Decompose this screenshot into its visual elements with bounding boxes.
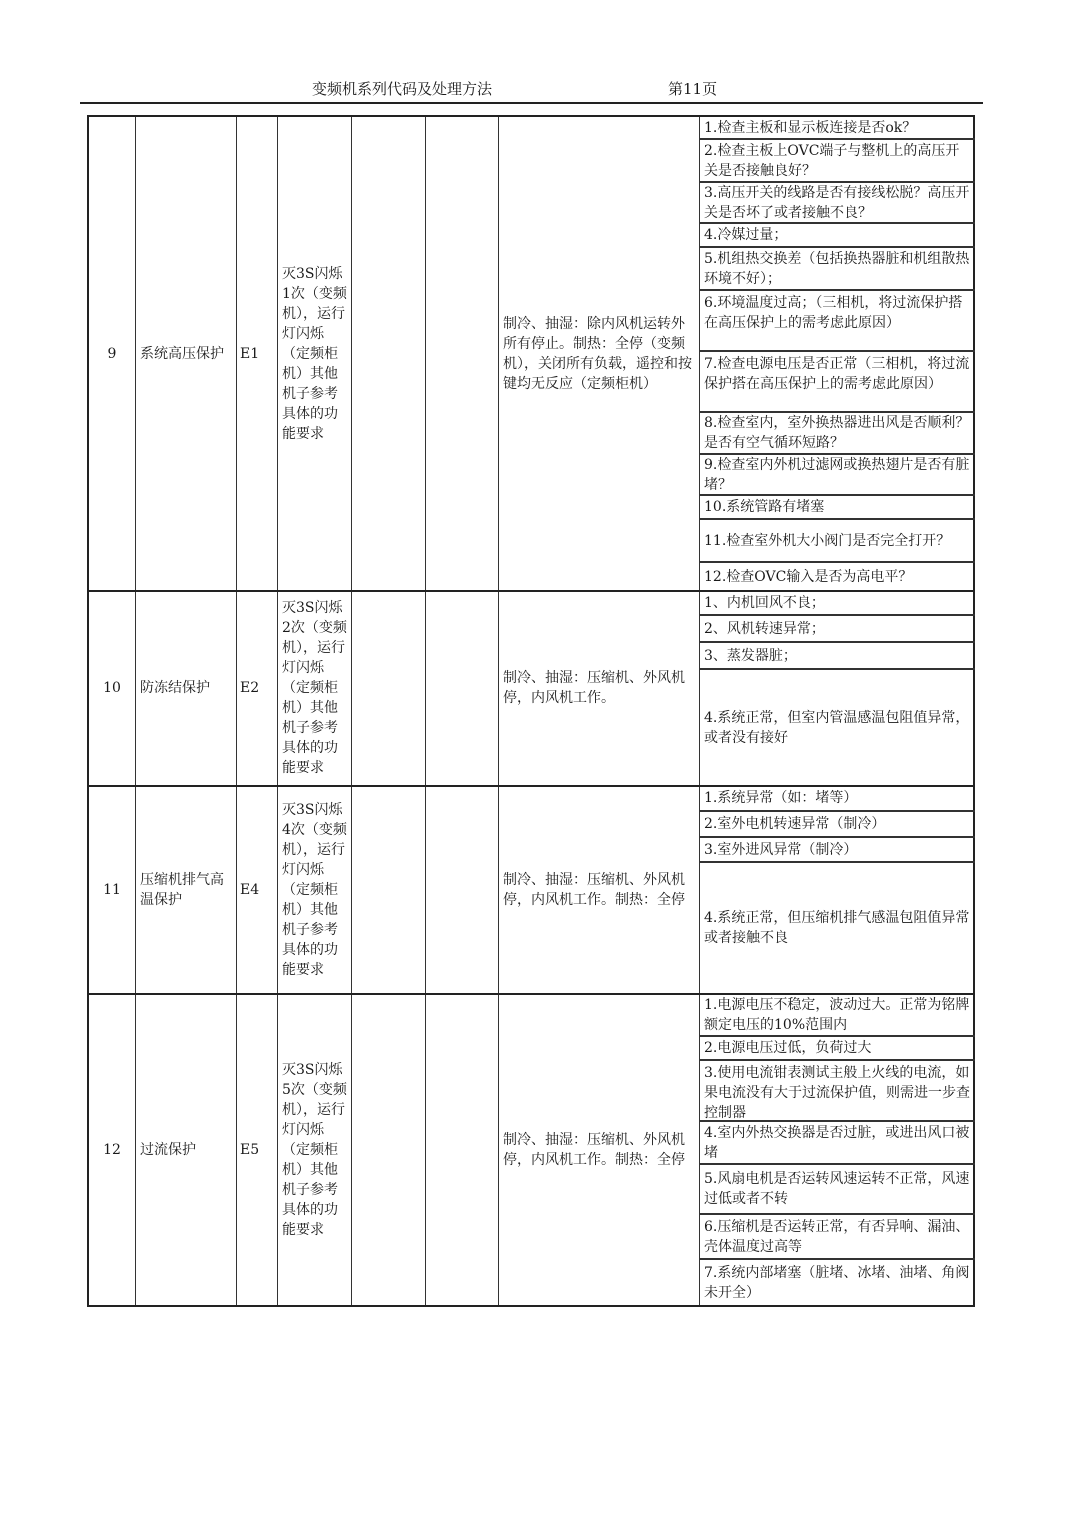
cause-item: 9.检查室内外机过滤网或换热翅片是否有脏堵？: [700, 455, 975, 496]
indicator-display: 灭3S闪烁4次（变频机），运行灯闪烁（定频柜机）其他机子参考具体的功能要求: [282, 801, 347, 978]
row-number: 12: [103, 1141, 121, 1158]
cause-item: 1、内机回风不良；: [700, 591, 975, 616]
cause-item: 6.压缩机是否运转正常，有否异响、漏油、壳体温度过高等: [700, 1215, 975, 1260]
row-number: 9: [107, 345, 117, 362]
error-code: E4: [240, 881, 260, 898]
document-title: 变频机系列代码及处理方法: [312, 80, 493, 98]
indicator-display: 灭3S闪烁2次（变频机），运行灯闪烁（定频柜机）其他机子参考具体的功能要求: [282, 600, 347, 776]
cause-item: 7.系统内部堵塞（脏堵、冰堵、油堵、角阀未开全）: [704, 1264, 970, 1301]
table-row: [89, 994, 973, 1305]
row-number: 11: [103, 881, 121, 898]
cause-item: 4.冷媒过量；: [700, 224, 975, 248]
cause-item: 2、风机转速异常；: [700, 616, 975, 643]
cause-list: [700, 994, 975, 1305]
unit-state: 制冷、抽湿：除内风机运转外所有停止。制热：全停（变频机），关闭所有负载，遥控和按键均无反应（定频柜机）: [503, 315, 692, 392]
error-code-table: [87, 115, 975, 1307]
cause-item: 4.系统正常，但压缩机排气感温包阻值异常或者接触不良: [704, 910, 970, 946]
cause-item: 2.检查主板上OVC端子与整机上的高压开关是否接触良好？: [700, 140, 975, 183]
cause-list: [700, 786, 975, 993]
cause-item: 10.系统管路有堵塞: [700, 496, 975, 520]
cause-item: 4.室内外热交换器是否过脏，或进出风口被堵: [700, 1122, 975, 1165]
cause-item: 3.高压开关的线路是否有接线松脱？高压开关是否坏了或者接触不良？: [700, 183, 975, 224]
cause-list: [700, 591, 975, 785]
cause-item: 6.环境温度过高；（三相机，将过流保护搭在高压保护上的需考虑此原因）: [700, 291, 975, 352]
cause-item: 2.室外电机转速异常（制冷）: [700, 812, 975, 838]
table-row: [89, 591, 973, 785]
cause-item: 1.系统异常（如：堵等）: [700, 786, 975, 812]
fault-name: 过流保护: [140, 1141, 196, 1158]
fault-name: 系统高压保护: [140, 345, 224, 362]
error-code: E2: [240, 680, 260, 696]
cause-item: 1.检查主板和显示板连接是否ok？: [700, 117, 975, 140]
fault-name: 压缩机排气高温保护: [140, 871, 224, 908]
cause-item: 5.机组热交换差（包括换热器脏和机组散热环境不好）；: [700, 248, 975, 291]
unit-state: 制冷、抽湿：压缩机、外风机停，内风机工作。制热：全停: [503, 871, 685, 908]
error-code: E1: [240, 345, 260, 362]
indicator-display: 灭3S闪烁1次（变频机），运行灯闪烁（定频柜机）其他机子参考具体的功能要求: [282, 265, 347, 442]
page-number: 第11页: [668, 80, 718, 98]
indicator-display: 灭3S闪烁5次（变频机），运行灯闪烁（定频柜机）其他机子参考具体的功能要求: [282, 1061, 347, 1238]
table-row: [89, 786, 973, 993]
cause-item: 2.电源电压过低，负荷过大: [700, 1037, 975, 1061]
cause-item: 3.使用电流钳表测试主般上火线的电流，如果电流没有大于过流保护值，则需进一步查控制器: [700, 1061, 975, 1122]
table-row: [89, 117, 973, 590]
cause-item: 5.风扇电机是否运转风速运转不正常，风速过低或者不转: [700, 1165, 975, 1215]
cause-item: 4.系统正常，但室内管温感温包阻值异常，或者没有接好: [704, 709, 970, 746]
unit-state: 制冷、抽湿：压缩机、外风机停，内风机工作。: [503, 670, 685, 706]
cause-item: 12.检查OVC输入是否为高电平？: [704, 568, 913, 585]
cause-item: 11.检查室外机大小阀门是否完全打开？: [700, 520, 975, 563]
cause-item: 3、蒸发器脏；: [700, 643, 975, 670]
cause-item: 8.检查室内，室外换热器进出风是否顺利？是否有空气循环短路？: [700, 413, 975, 455]
cause-list: [700, 117, 975, 590]
cause-item: 7.检查电源电压是否正常（三相机，将过流保护搭在高压保护上的需考虑此原因）: [700, 352, 975, 413]
unit-state: 制冷、抽湿：压缩机、外风机停，内风机工作。制热：全停: [503, 1131, 685, 1168]
cause-item: 3.室外进风异常（制冷）: [700, 838, 975, 863]
cause-item: 1.电源电压不稳定，波动过大。正常为铭牌额定电压的10%范围内: [700, 994, 975, 1037]
error-code: E5: [240, 1141, 260, 1158]
page-header: [80, 76, 983, 104]
row-number: 10: [103, 680, 121, 696]
fault-name: 防冻结保护: [140, 680, 210, 696]
